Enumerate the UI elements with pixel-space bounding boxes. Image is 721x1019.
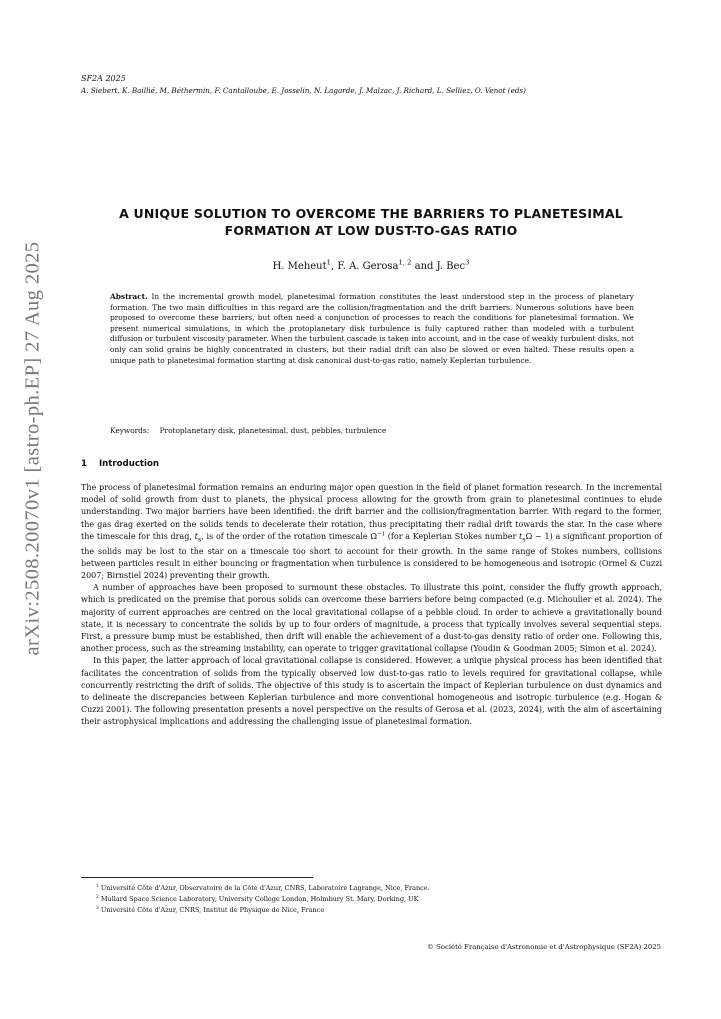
author-affiliation: 3 [465,258,470,267]
author-name: F. A. Gerosa [337,261,399,272]
author-affiliation: 1 [326,258,331,267]
paragraph-text: (for a Keplerian Stokes number [385,531,520,541]
title-line-1: A UNIQUE SOLUTION TO OVERCOME THE BARRIERS TO PLANETESIMAL [119,206,623,221]
math-subscript: s [197,535,202,544]
keywords [110,426,634,437]
paragraph: In this paper, the latter approach of local gravitational collapse is considered. However, a unique physical process has been identified that facilitates the concentration of solids from the typically observed low dust-to-gas ratio to levels required for gravitational collapse, while concurrently restricting the drift of solids. The objective of this study is to ascertain the impact of Keplerian turbulence on dust dynamics and to delineate the discrepancies between Keplerian turbulence and more conventional homogeneous and isotropic turbulence (e.g. Hogan & Cuzzi 2001). The following presentation presents a novel perspective on the results of Gerosa et al. (2023, 2024), with the aim of ascertaining their astrophysical implications and addressing the challenging issue of planetesimal formation. [81,656,662,727]
math-symbol: t [194,531,198,541]
footnote-rule [81,877,313,878]
paragraph-text: The process of planetesimal formation remains an enduring major open question in the field of planet formation research. In the incremental model of solid growth from dust to planets, the physical process allowing for the growth from grain to planetesimal continues to elude understanding. Two major barriers have been identified: the drift barrier and the collision/fragmentation barrier. With regard to the former, the gas drag exerted on the solids tends to decelerate their rotation, thus precipitating their radial drift towards the star. In the case where the timescale for this drag, [81,483,662,541]
footnote [96,894,656,905]
author-separator: and [411,261,437,272]
author-name: J. Bec [436,261,466,272]
section-heading [81,458,661,470]
keywords-text: Protoplanetary disk, planetesimal, dust, pebbles, turbulence [159,426,387,435]
footnote [96,905,656,916]
arxiv-stamp-text: arXiv:2508.20070v1 [astro-ph.EP] 27 Aug 2025 [21,241,44,655]
author-affiliation: 1, 2 [398,258,412,267]
running-header [81,73,661,96]
arxiv-stamp [16,241,50,655]
paper-title [81,205,661,239]
footnote-text: Université Côte d'Azur, CNRS, Institut de Physique de Nice, France [100,906,325,914]
body-text [81,482,662,729]
footnotes [96,883,656,916]
footnote [96,883,656,894]
paragraph-text: Ω ∼ 1) a significant proportion of the solids may be lost to the star on a timescale too short to account for their growth. In the same range of Stokes numbers, collisions between particles result in either bouncing or fragmentation when turbulence is considered to be homogeneous and isotropic (Ormel & Cuzzi 2007; Birnstiel 2024) preventing their growth. [81,531,662,581]
conference-name: SF2A 2025 [81,74,126,83]
paragraph-text: , is of the order of the rotation timescale Ω [201,531,378,541]
editors-line: A. Siebert, K. Baillié, M. Béthermin, F. Cantalloube, E. Josselin, N. Lagarde, J. Malzac, J. Richard, L. Selliez, O. Venot (eds) [81,86,526,95]
keywords-label: Keywords: [110,426,150,435]
footnote-text: Mullard Space Science Laboratory, University College London, Holmbury St. Mary, Dorking, UK [100,895,419,903]
abstract [110,292,634,366]
paragraph: A number of approaches have been proposed to surmount these obstacles. To illustrate this point, consider the fluffy growth approach, which is predicated on the premise that porous solids can overcome these barriers before being compacted (e.g. Michoulier et al. 2024). The majority of current approaches are centred on the local gravitational collapse of a pebble cloud. In order to achieve a gravitationally bound state, it is necessary to concentrate the solids by up to four orders of magnitude, a process that typically involves several sequential steps. First, a pressure bump must be established, then drift will enable the achievement of a dust-to-gas density ratio of order one. Following this, another process, such as the streaming instability, can operate to trigger gravitational collapse (Youdin & Goodman 2005; Simon et al. 2024). [81,583,662,654]
footnote-text: Université Côte d'Azur, Observatoire de la Côte d'Azur, CNRS, Laboratoire Lagrange, Nice, France. [100,884,430,892]
title-line-2: FORMATION AT LOW DUST-TO-GAS RATIO [224,223,518,238]
footnote-number: 2 [96,894,99,900]
section-title: Introduction [98,459,159,469]
paragraph [81,482,662,582]
author-name: H. Meheut [272,261,327,272]
math-exponent: −1 [377,531,386,538]
copyright-notice: © Société Française d'Astronomie et d'Astrophysique (SF2A) 2025 [427,943,661,951]
abstract-text: In the incremental growth model, planetesimal formation constitutes the least understood step in the process of planetary formation. The two main difficulties in this regard are the collision/fragmentation and the drift barriers. Numerous solutions have been proposed to overcome these barriers, but often need a conjunction of processes to reach the conditions for planetesimal formation. We present numerical simulations, in which the protoplanetary disk turbulence is fully captured rather than modeled with a turbulent diffusion or turbulent viscosity parameter. When the turbulent cascade is taken into account, and in the case of weakly turbulent disks, not only can solid grains be highly concentrated in clusters, but their radial drift can also be slowed or even halted. These results open a unique path to planetesimal formation starting at disk canonical dust-to-gas ratio, namely Keplerian turbulence. [110,292,634,365]
footnote-number: 1 [96,883,99,889]
math-symbol: t [519,531,523,541]
footnote-number: 3 [96,905,99,911]
math-subscript: s [522,535,526,544]
author-list [81,260,661,274]
section-number: 1 [81,459,87,469]
abstract-label: Abstract. [110,292,148,301]
author-separator: , [330,261,338,272]
